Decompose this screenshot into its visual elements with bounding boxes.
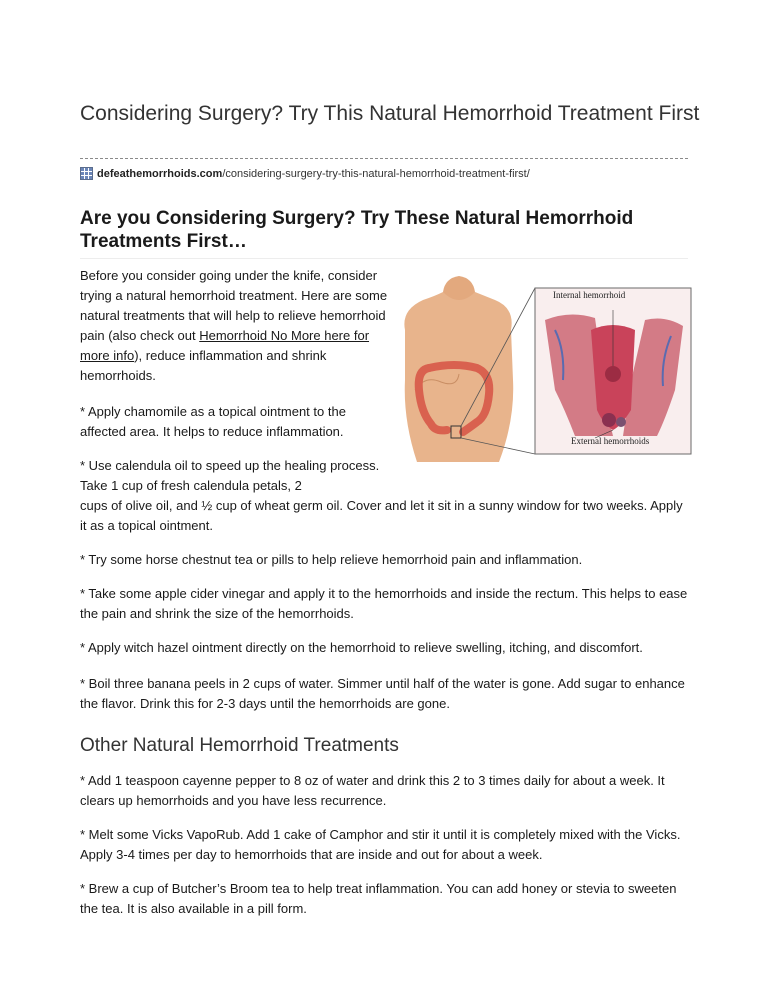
tip-calendula-start: * Use calendula oil to speed up the healing process. Take 1 cup of fresh calendula petals, 2: [80, 458, 380, 493]
tip-witch-hazel: * Apply witch hazel ointment directly on the hemorrhoid to relieve swelling, itching, and discomfort.: [80, 640, 643, 655]
tip-vicks: * Melt some Vicks VapoRub. Add 1 cake of Camphor and stir it until it is completely mixed with the Vicks. Apply 3-4 times per day to hemorrhoids that are inside and out for about a week.: [80, 827, 681, 862]
tip-horse-chestnut: * Try some horse chestnut tea or pills to help relieve hemorrhoid pain and inflammation.: [80, 552, 583, 567]
tip-banana-peels: * Boil three banana peels in 2 cups of water. Simmer until half of the water is gone. Add sugar to enhance the flavor. Drink this for 2-3 days until the hemorrhoids are gone.: [80, 676, 685, 711]
intro-text-before: Before you consider going under the knife, consider trying a natural hemorrhoid treatment. Here are some natural treatments that will help to relieve hemorrhoid pain (also check out: [80, 268, 388, 343]
heading-rule: [80, 258, 688, 259]
label-external-hemorrhoids: External hemorrhoids: [571, 436, 650, 446]
anatomy-illustration: [395, 270, 695, 462]
hemorrhoid-no-more-link[interactable]: Hemorrhoid No More here for more info: [80, 328, 370, 363]
tip-apple-cider-vinegar: * Take some apple cider vinegar and apply it to the hemorrhoids and inside the rectum. This helps to ease the pain and shrink the size of the hemorrhoids.: [80, 586, 688, 621]
document-title: Considering Surgery? Try This Natural Hemorrhoid Treatment First: [80, 102, 700, 125]
tip-chamomile: * Apply chamomile as a topical ointment to the affected area. It helps to reduce inflammation.: [80, 404, 346, 439]
article-heading: Are you Considering Surgery? Try These Natural Hemorrhoid Treatments First…: [80, 208, 634, 252]
source-line: [80, 167, 530, 181]
tip-cayenne: * Add 1 teaspoon cayenne pepper to 8 oz of water and drink this 2 to 3 times daily for about a week. It clears up hemorrhoids and you have less recurrence.: [80, 773, 665, 808]
intro-paragraph: [80, 266, 400, 386]
tip-butchers-broom: * Brew a cup of Butcher’s Broom tea to help treat inflammation. You can add honey or stevia to sweeten the tea. It is also available in a pill form.: [80, 881, 677, 916]
title-divider: [80, 158, 688, 159]
torso-illustration: [404, 276, 513, 462]
label-internal-hemorrhoid: Internal hemorrhoid: [553, 290, 626, 300]
section2-heading: Other Natural Hemorrhoid Treatments: [80, 735, 399, 756]
inset-diagram: [535, 288, 691, 454]
source-path: /considering-surgery-try-this-natural-hemorrhoid-treatment-first/: [222, 168, 530, 180]
intro-text-after: ), reduce inflammation and shrink hemorrhoids.: [80, 348, 327, 383]
site-favicon-icon: [80, 167, 93, 180]
hemorrhoid-anatomy-figure: [395, 270, 695, 462]
source-domain-link[interactable]: defeathemorrhoids.com: [97, 168, 223, 180]
tip-calendula-rest: cups of olive oil, and ½ cup of wheat germ oil. Cover and let it sit in a sunny window for two weeks. Apply it as a topical ointment.: [80, 498, 683, 533]
